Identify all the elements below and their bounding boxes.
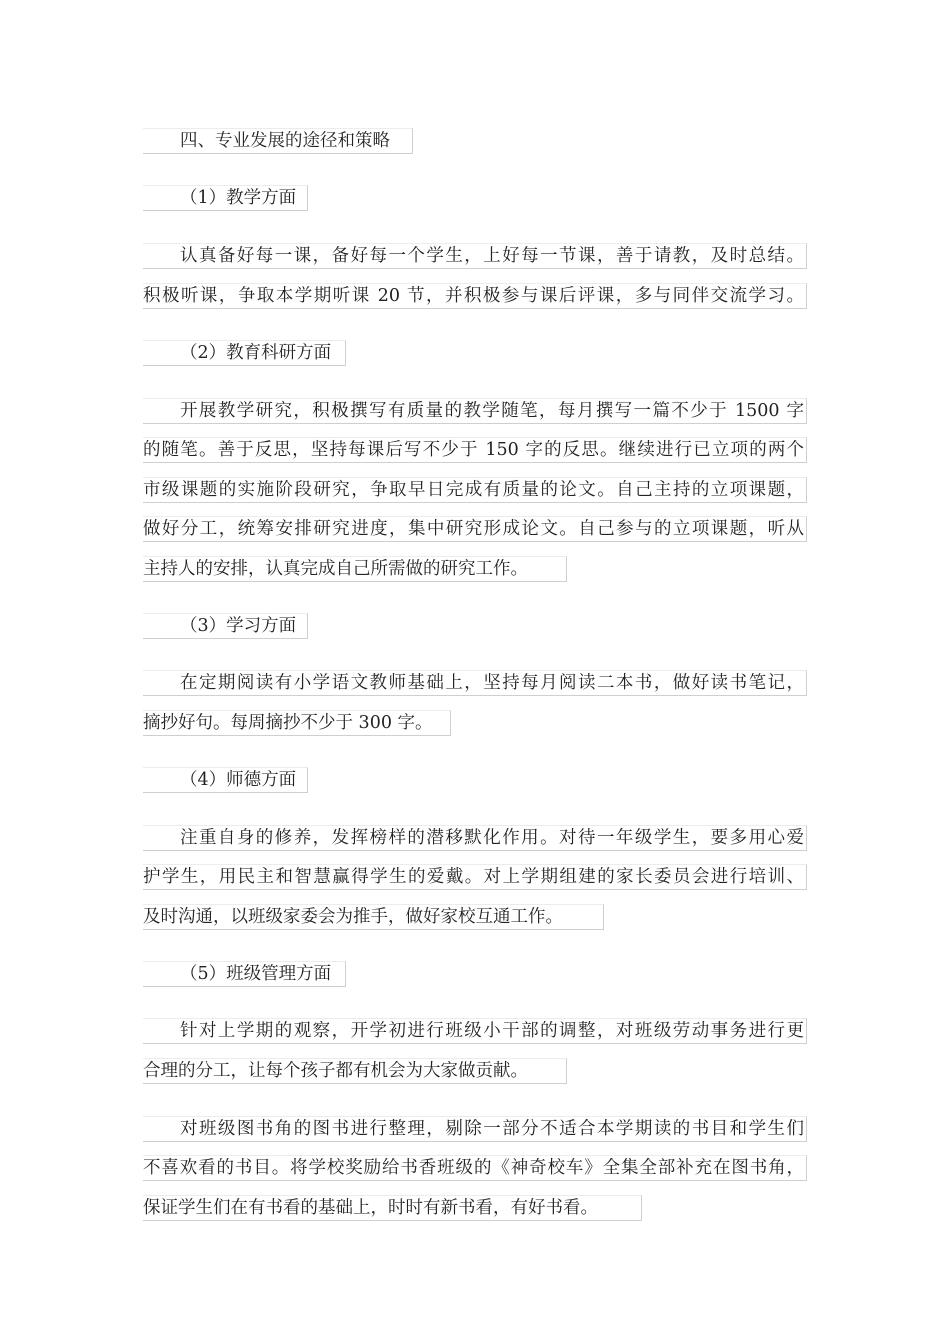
paragraph-line: 不喜欢看的书目。将学校奖励给书香班级的《神奇校车》全集全部补充在图书角，: [143, 1155, 807, 1181]
paragraph-line: 主持人的安排，认真完成自己所需做的研究工作。: [143, 556, 567, 582]
paragraph-line: 市级课题的实施阶段研究，争取早日完成有质量的论文。自己主持的立项课题，: [143, 477, 807, 503]
paragraph-line: 注重自身的修养，发挥榜样的潜移默化作用。对待一年级学生，要多用心爱: [143, 825, 807, 851]
subsection-heading: （5）班级管理方面: [143, 961, 346, 987]
paragraph-line: 及时沟通，以班级家委会为推手，做好家校互通工作。: [143, 904, 604, 930]
subsection-heading: （4）师德方面: [143, 767, 308, 793]
subsection-heading: （3）学习方面: [143, 613, 308, 639]
paragraph-line: 的随笔。善于反思，坚持每课后写不少于 150 字的反思。继续进行已立项的两个: [143, 437, 807, 463]
paragraph-line: 认真备好每一课，备好每一个学生，上好每一节课，善于请教，及时总结。: [143, 243, 807, 269]
paragraph-line: 护学生，用民主和智慧赢得学生的爱戴。对上学期组建的家长委员会进行培训、: [143, 864, 807, 890]
paragraph-line: 积极听课，争取本学期听课 20 节，并积极参与课后评课，多与同伴交流学习。: [143, 283, 807, 309]
paragraph-line: 针对上学期的观察，开学初进行班级小干部的调整，对班级劳动事务进行更: [143, 1018, 807, 1044]
paragraph-line: 开展教学研究，积极撰写有质量的教学随笔，每月撰写一篇不少于 1500 字: [143, 398, 807, 424]
paragraph-line: 在定期阅读有小学语文教师基础上，坚持每月阅读二本书，做好读书笔记，: [143, 670, 807, 696]
paragraph-line: 保证学生们在有书看的基础上，时时有新书看，有好书看。: [143, 1195, 642, 1221]
paragraph-line: 合理的分工，让每个孩子都有机会为大家做贡献。: [143, 1058, 567, 1084]
paragraph-line: 对班级图书角的图书进行整理，剔除一部分不适合本学期读的书目和学生们: [143, 1116, 807, 1142]
subsection-heading: （2）教育科研方面: [143, 340, 346, 366]
subsection-heading: （1）教学方面: [143, 185, 308, 211]
paragraph-line: 做好分工，统筹安排研究进度，集中研究形成论文。自己参与的立项课题，听从: [143, 516, 807, 542]
section-heading: 四、专业发展的途径和策略: [143, 128, 413, 154]
paragraph-line: 摘抄好句。每周摘抄不少于 300 字。: [143, 710, 451, 736]
